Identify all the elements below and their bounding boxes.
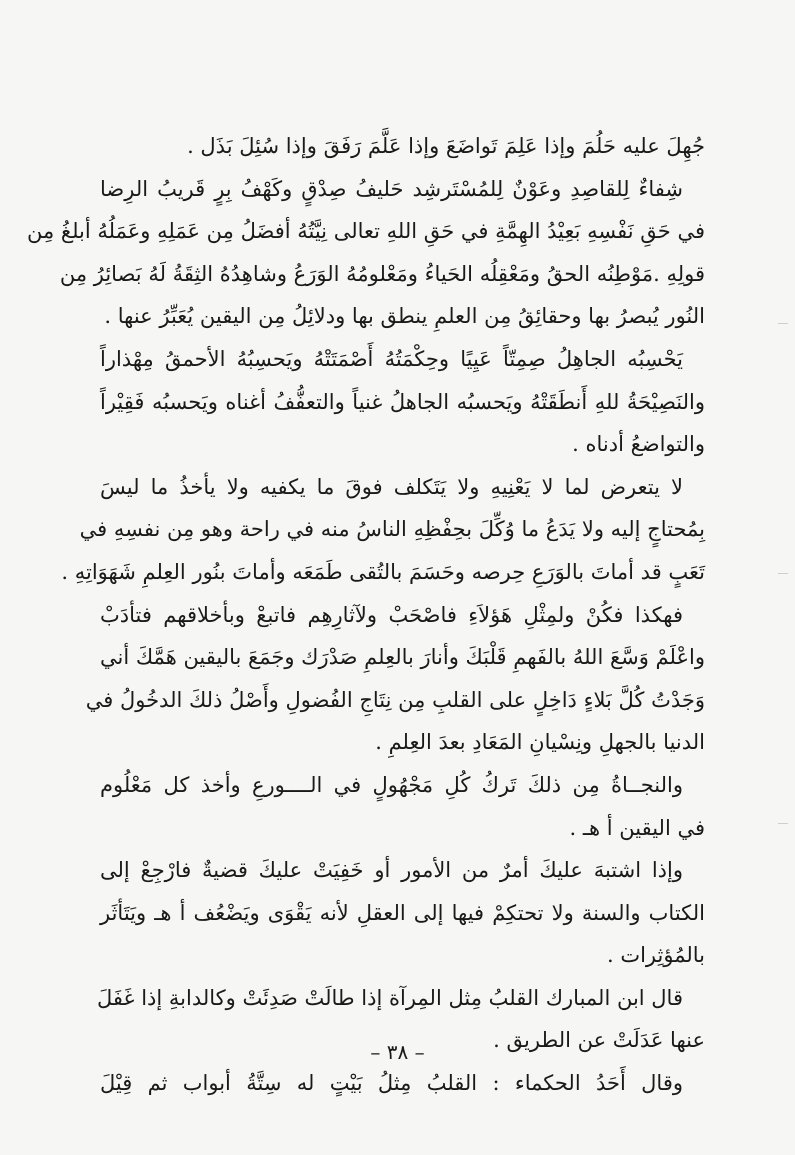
text-line: جُهِلَ عليه حَلُمَ وإذا عَلِمَ تَواضَعَ وإذا عَلَّمَ رَفَقَ وإذا سُئِلَ بَذَل .	[187, 134, 705, 158]
text-line: والتواضعُ أدناه .	[572, 432, 705, 457]
text-line: يَحْسِبُه الجاهِلُ صِمِتّاً عَيِيًا وحِكْمَتُهُ أَصْمَتَتْهُ ويَحسِبُهُ الأحمقُ مِهْذاراً	[100, 346, 683, 371]
text-line: في اليقين أ هـ .	[569, 815, 705, 840]
margin-mark	[778, 573, 788, 574]
text-line: قولِهِ .مَوْطِنُه الحقُ ومَعْقِلُه الحَياءُ ومَعْلومُهُ الوَرَعُ وشاهِدُهُ الثِقَةُ لَهُ بَصائِرُ مِن	[59, 261, 705, 286]
text-line: بِمُحتاجٍ إليه ولا يَدَعُ ما وُكِّلَ بحِفْظِهِ الناسُ منه في راحة وهو مِن نفسِهِ في	[79, 517, 705, 542]
text-line: وَجَدْتُ كُلَّ بَلاءٍ دَاخِلٍ على القلبِ مِن نِتَاجِ الفُضولِ وأَصْلُ ذلكَ الدخُولُ في	[85, 687, 705, 712]
text-line: في حَقِ نَفْسِهِ بَعِيْدُ الهِمَّةِ في حَقِ اللهِ تعالى نِيَّتُهُ أفضَلُ مِن عَمَلِهِ وعَمَلُهُ أبلغُ مِن	[27, 219, 705, 244]
text-line: والنجــاةُ مِن ذلكَ تَركُ كُلِ مَجْهُولٍ في الــــورعِ وأخذ كل مَعْلُوم	[100, 772, 683, 797]
text-line: الدنيا بالجهلِ ونِسْيانِ المَعَادِ بعدَ العِلمِ .	[375, 730, 705, 755]
text-line: تَعَبٍ قد أماتَ بالوَرَعِ حِرصه وحَسَمَ بالتُقى طَمَعَه وأماتَ بنُور العِلمِ شَهَوَاتِهِ .	[61, 559, 705, 584]
text-line: الكتاب والسنة ولا تحتكِمْ فيها إلى العقلِ لأنه يَقْوَى ويَضْعُف أ هـ ويَتَأثَر	[100, 900, 705, 925]
text-line: قال ابن المبارك القلبُ مِثل المِرآة إذا طالَتْ صَدِئَتْ وكالدابةِ إذا غَفَلَ	[97, 985, 683, 1010]
text-line: وإذا اشتبهَ عليكَ أمرٌ من الأمور أو خَفِيَتْ عليكَ قضيةٌ فارْجِعْ إلى	[100, 858, 683, 883]
text-line: واعْلَمْ وَسَّعَ اللهُ بالفَهمِ قَلْبَكَ وأنارَ بالعِلمِ صَدْرَك وجَمَعَ باليقين هَمَّكَ أني	[100, 645, 705, 670]
body-text	[27, 125, 705, 1105]
text-line: فهكذا فكُنْ ولمِثْلِ هَؤلاَءِ فاصْحَبْ ولآثارِهِم فاتبعْ وبأخلاقهم فتأدَبْ	[100, 602, 683, 627]
margin-mark	[778, 323, 788, 324]
page-number: – ٣٨ –	[370, 1040, 425, 1064]
text-line: عنها عَدَلَتْ عن الطريق .	[493, 1028, 705, 1053]
text-line: بالمُؤثِرات .	[606, 943, 705, 968]
text-line: لا يتعرض لما لا يَعْنِيهِ ولا يَتَكلف فوقَ ما يكفيه ولا يأخذُ ما ليسَ	[100, 474, 683, 499]
text-line: النُور يُبصرُ بها وحقائِقُ مِن العلمِ ينطق بها ودلائِلُ مِن اليقين يُعَبِّرُ عنها .	[104, 304, 705, 329]
margin-mark	[778, 823, 788, 824]
text-line: شِفاءٌ لِلقاصِدِ وعَوْنٌ لِلمُسْتَرشِد حَليفُ صِدْقٍ وكَهْفُ بِرٍ قَريبُ الرِضا	[100, 176, 683, 201]
text-line: وقال أَحَدُ الحكماء : القلبُ مِثلُ بَيْتٍ له سِتَّةُ أبواب ثم قِيْلَ	[100, 1071, 683, 1096]
text-line: والنَصِيْحَةُ للهِ أَنطَقَتْهُ ويَحسبُه الجاهلُ غنياً والتعفُّفُ أغناه ويَحسبُه فَقِيْراً	[100, 389, 705, 414]
